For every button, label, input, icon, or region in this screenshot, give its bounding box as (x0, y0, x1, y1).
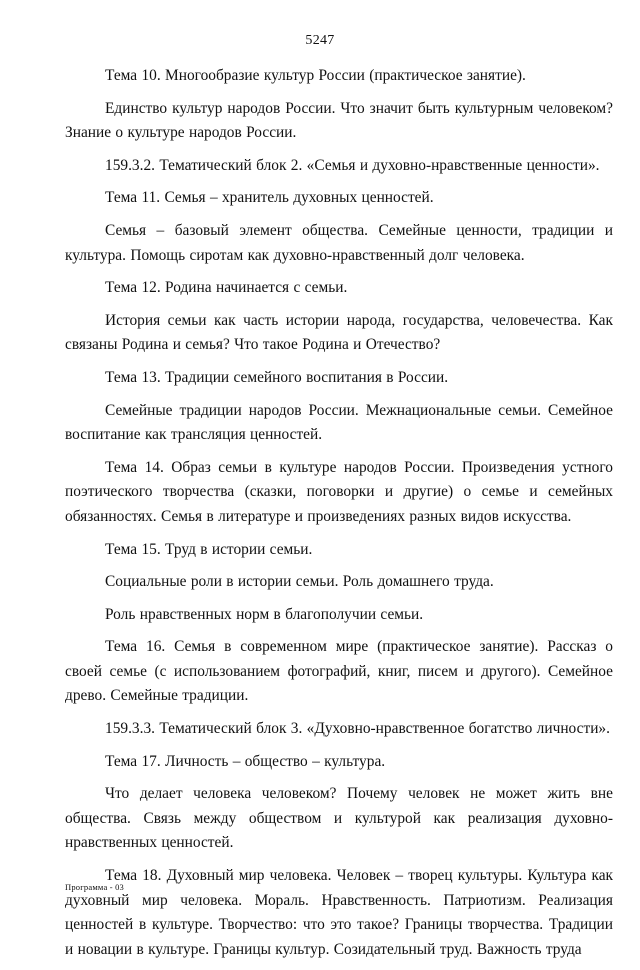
document-body (65, 64, 613, 970)
paragraph-topic-17-body: Что делает человека человеком? Почему человек не может жить вне общества. Связь между обществом и культурой как реализация духовно-нравственных ценностей. (65, 785, 613, 852)
paragraph-topic-13-body: Семейные традиции народов России. Межнациональные семьи. Семейное воспитание как трансляция ценностей. (65, 401, 613, 444)
paragraph-topic-18: Тема 18. Духовный мир человека. Человек – творец культуры. Культура как духовный мир человека. Мораль. Нравственность. Патриотизм. Реализация ценностей в культуре. Творчество: что это такое? Границы творчества. Традиции и новации в культуре. Границы культур. Созидательный труд. Важность труда (65, 867, 613, 958)
paragraph-topic-16: Тема 16. Семья в современном мире (практическое занятие). Рассказ о своей семье (с использованием фотографий, книг, писем и другого). Семейное древо. Семейные традиции. (65, 638, 613, 705)
paragraph-topic-12-body: История семьи как часть истории народа, государства, человечества. Как связаны Родина и семья? Что такое Родина и Отечество? (65, 311, 613, 354)
page-footer: Программа - 03 (65, 882, 125, 892)
paragraph-topic-15-body-1: Социальные роли в истории семьи. Роль домашнего труда. (105, 573, 494, 591)
paragraph-topic-11: Тема 11. Семья – хранитель духовных ценностей. (105, 189, 434, 207)
page-number: 5247 (305, 33, 335, 48)
paragraph-topic-14: Тема 14. Образ семьи в культуре народов России. Произведения устного поэтического творчества (сказки, поговорки и другие) о семье и семейных обязанностях. Семья в литературе и произведениях разных видов искусства. (65, 458, 613, 525)
paragraph-topic-10-body: Единство культур народов России. Что значит быть культурным человеком? Знание о культуре народов России. (65, 99, 613, 142)
paragraph-topic-13: Тема 13. Традиции семейного воспитания в России. (105, 368, 449, 386)
section-heading-block-3: 159.3.3. Тематический блок 3. «Духовно-нравственное богатство личности». (105, 720, 610, 738)
paragraph-topic-12: Тема 12. Родина начинается с семьи. (105, 279, 348, 297)
paragraph-topic-15-body-2: Роль нравственных норм в благополучии семьи. (105, 605, 424, 623)
paragraph-topic-11-body: Семья – базовый элемент общества. Семейные ценности, традиции и культура. Помощь сиротам как духовно-нравственный долг человека. (65, 221, 613, 264)
paragraph-topic-10: Тема 10. Многообразие культур России (практическое занятие). (105, 67, 526, 84)
paragraph-topic-17: Тема 17. Личность – общество – культура. (105, 752, 386, 770)
section-heading-block-2: 159.3.2. Тематический блок 2. «Семья и духовно-нравственные ценности». (105, 156, 600, 174)
paragraph-topic-15: Тема 15. Труд в истории семьи. (105, 540, 313, 558)
